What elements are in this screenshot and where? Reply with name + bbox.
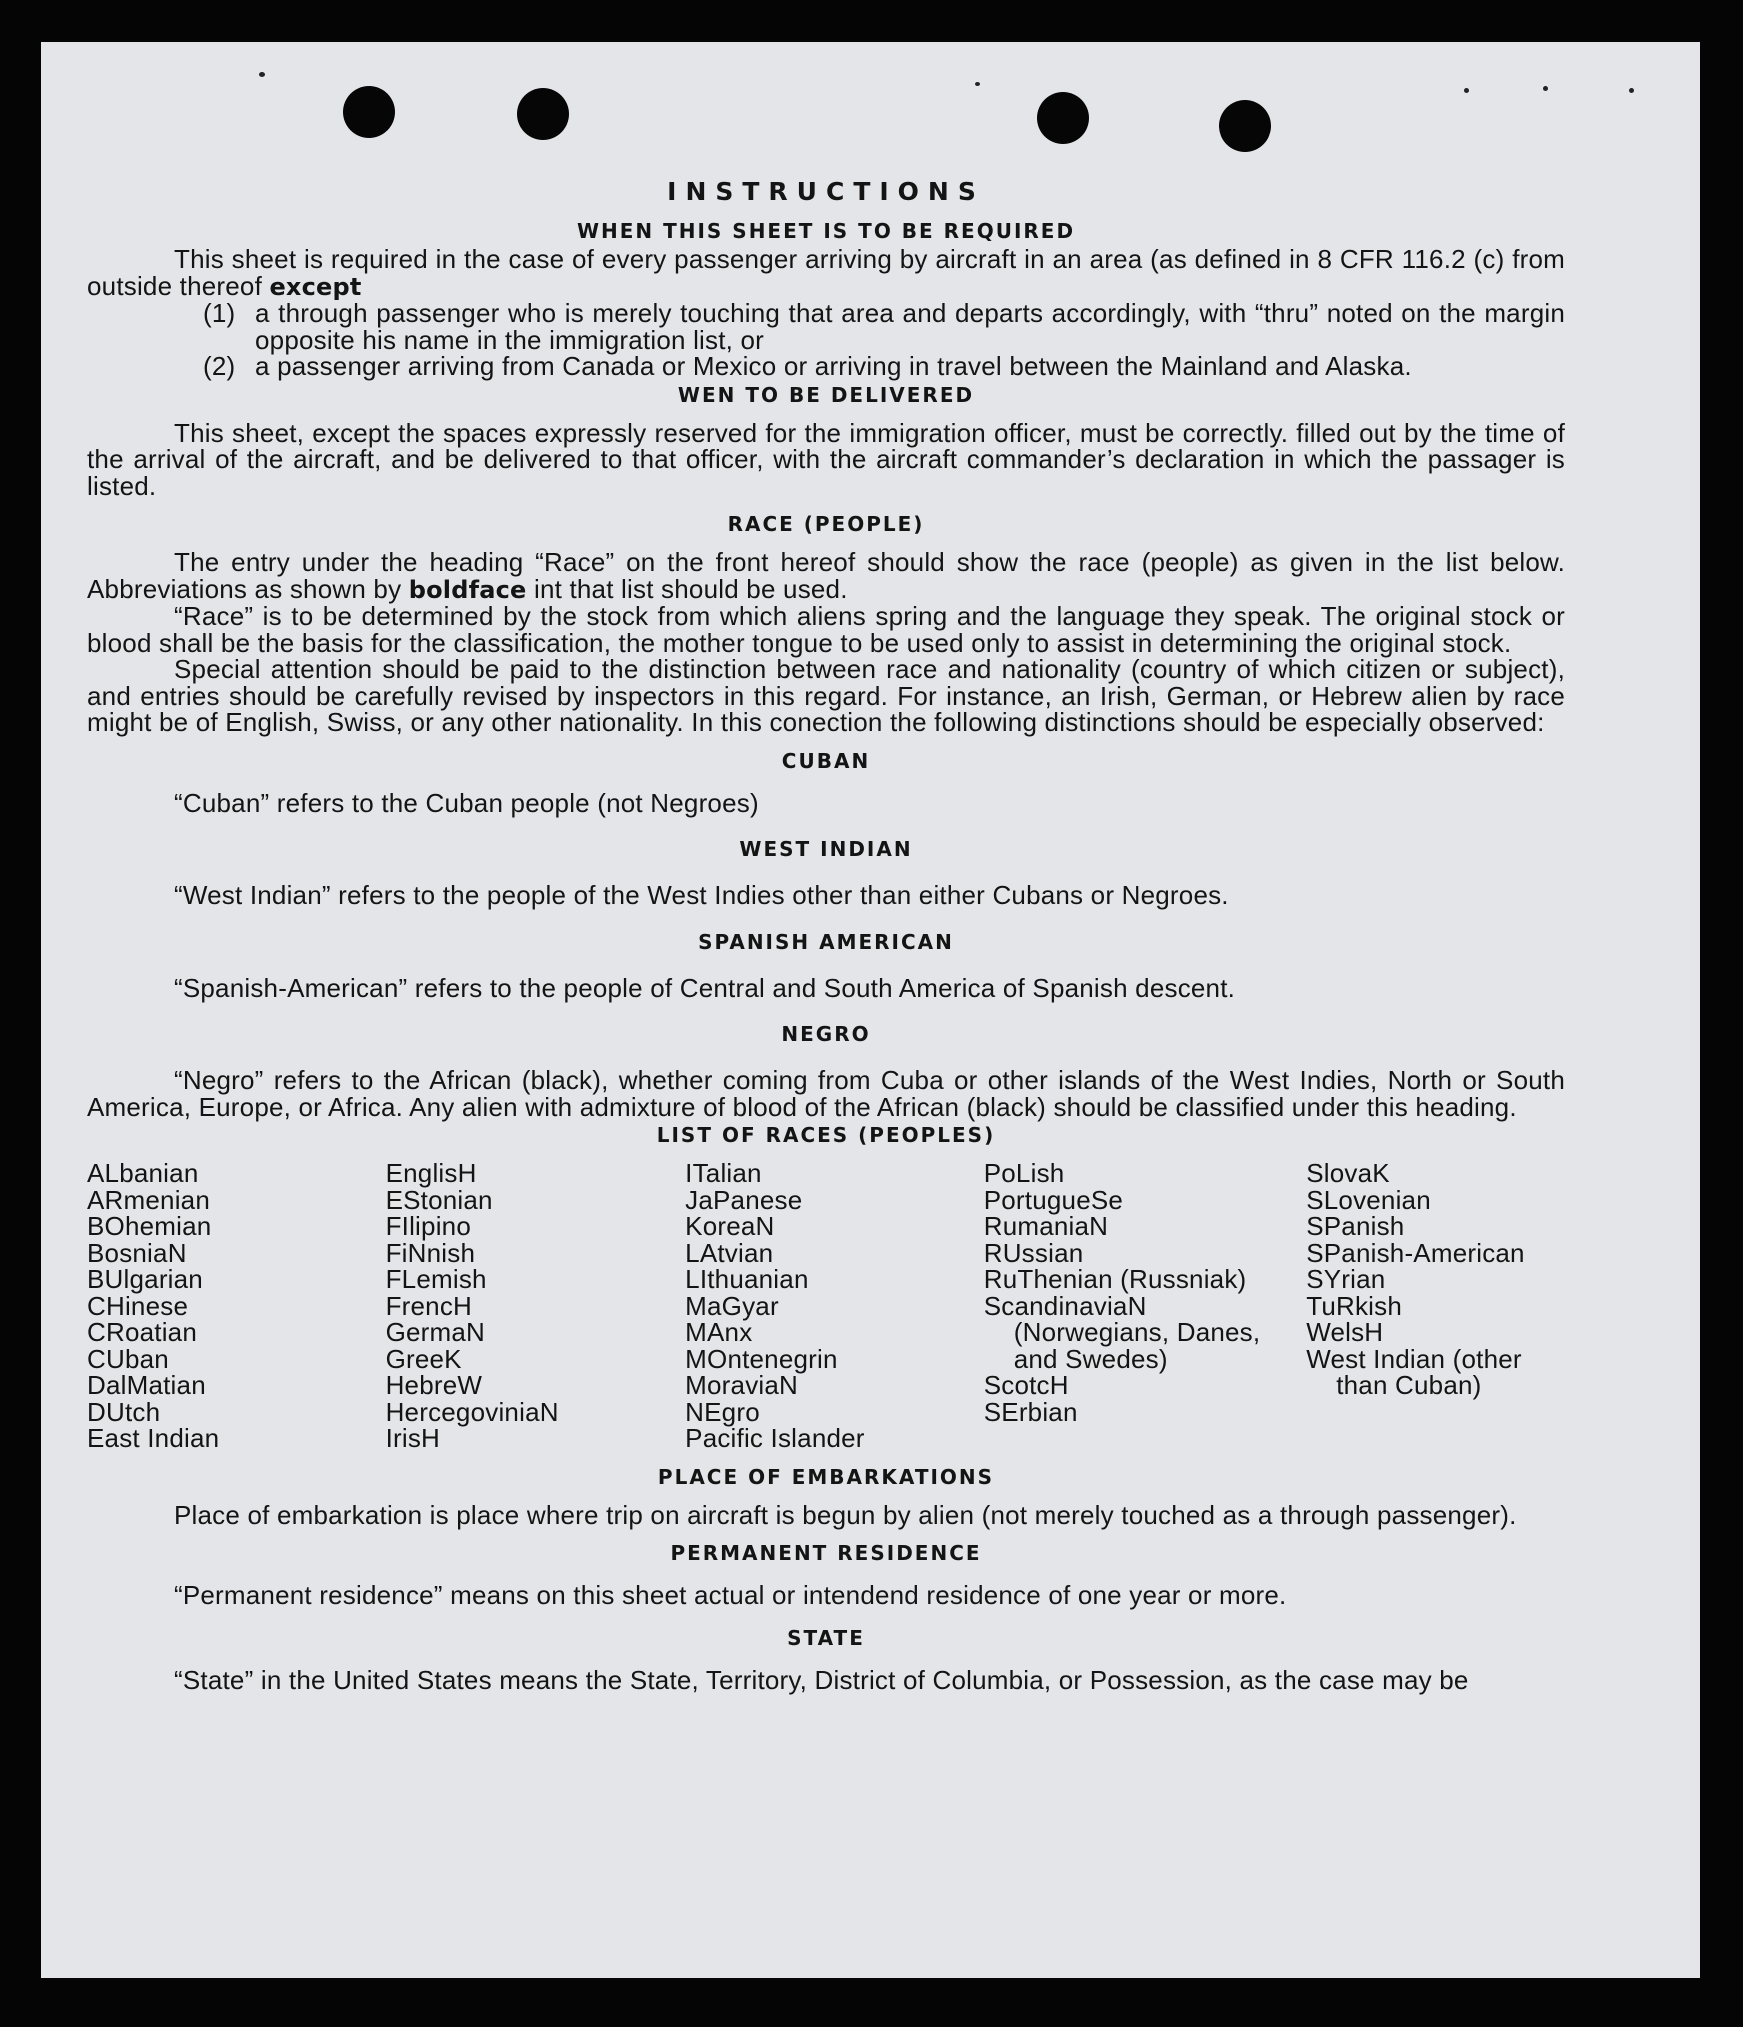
permanent-residence-text: “Permanent residence” means on this sheet actual or intendend residence of one year or more. bbox=[174, 1580, 1287, 1610]
document-page bbox=[41, 42, 1700, 1978]
race-item: MaGyar bbox=[685, 1290, 779, 1321]
speck bbox=[975, 82, 980, 86]
race-item: NEgro bbox=[685, 1396, 760, 1427]
instructions-body bbox=[87, 176, 1565, 1693]
race-item: GermaN bbox=[385, 1317, 486, 1347]
race-item: DUtch bbox=[87, 1396, 161, 1427]
item-number: (2) bbox=[203, 351, 236, 381]
race-item: BOhemian bbox=[87, 1211, 212, 1241]
negro-text: “Negro” refers to the African (black), whether coming from Cuba or other islands of the West Indies, North or South America, Europe, or Africa. Any alien with admixture of blood of the African (black) should be classified under this heading. bbox=[87, 1065, 1565, 1122]
race-item: PortugueSe bbox=[983, 1184, 1124, 1215]
list-item bbox=[203, 300, 1565, 353]
races-column bbox=[386, 1160, 686, 1452]
race-item: RUssian bbox=[983, 1237, 1084, 1268]
race-item: JaPanese bbox=[685, 1184, 803, 1215]
race-item: SLovenian bbox=[1306, 1184, 1431, 1215]
race-item: FLemish bbox=[385, 1264, 487, 1294]
race-item: CRoatian bbox=[87, 1317, 197, 1347]
race-item: DalMatian bbox=[87, 1370, 206, 1400]
negro-heading: NEGRO bbox=[781, 1022, 871, 1046]
race-item: GreeK bbox=[385, 1343, 462, 1374]
race-item: SPanish bbox=[1306, 1211, 1405, 1241]
page-title: INSTRUCTIONS bbox=[667, 177, 985, 206]
speck bbox=[1543, 86, 1548, 91]
race-item: BUlgarian bbox=[87, 1264, 203, 1294]
race-heading: RACE (PEOPLE) bbox=[727, 512, 925, 536]
race-item: RumaniaN bbox=[983, 1211, 1109, 1241]
race-item: MAnx bbox=[685, 1317, 753, 1347]
race-item: PoLish bbox=[983, 1158, 1065, 1188]
boldface-bold-text: boldface bbox=[408, 575, 527, 604]
cuban-heading: CUBAN bbox=[781, 748, 871, 773]
item-text: a passenger arriving from Canada or Mexico or arriving in travel between the Mainland and Alaska. bbox=[255, 351, 1412, 381]
spanish-american-heading: SPANISH AMERICAN bbox=[698, 929, 954, 954]
item-number: (1) bbox=[203, 298, 236, 328]
cuban-text: “Cuban” refers to the Cuban people (not Negroes) bbox=[174, 787, 759, 818]
speck bbox=[259, 72, 265, 77]
punch-hole bbox=[517, 88, 569, 140]
list-item bbox=[203, 353, 1565, 380]
embarkation-heading: PLACE OF EMBARKATIONS bbox=[657, 1464, 995, 1489]
race-item: LAtvian bbox=[685, 1237, 774, 1268]
race-paragraph-2: “Race” is to be determined by the stock from which aliens spring and the language they speak. The original stock or blood shall be the basis for the classification, the mother tongue to be used only to assist in determining the original stock. bbox=[87, 601, 1565, 658]
races-column bbox=[87, 1160, 386, 1452]
punch-hole bbox=[1219, 100, 1271, 152]
when-required-intro-text: This sheet is required in the case of every passenger arriving by aircraft in an area (as defined in 8 CFR 116.2 (c) from outside thereof bbox=[87, 244, 1565, 301]
race-item: West Indian (other than Cuban) bbox=[1306, 1343, 1522, 1400]
races-column bbox=[1306, 1160, 1565, 1452]
race-item: CHinese bbox=[87, 1290, 189, 1321]
west-indian-text: “West Indian” refers to the people of the West Indies other than either Cubans or Negroes. bbox=[174, 880, 1229, 910]
race-item: MOntenegrin bbox=[685, 1343, 838, 1374]
punch-hole bbox=[1037, 92, 1089, 144]
exception-list bbox=[203, 300, 1565, 380]
race-item: SlovaK bbox=[1306, 1158, 1390, 1188]
race-item: ALbanian bbox=[87, 1158, 199, 1188]
race-item: RuThenian (Russniak) bbox=[983, 1264, 1247, 1294]
race-item: EStonian bbox=[385, 1184, 493, 1215]
race-item: IrisH bbox=[385, 1423, 441, 1453]
race-item: HebreW bbox=[385, 1370, 483, 1400]
race-p1-text: The entry under the heading “Race” on the front hereof should show the race (people) as given in the list below. Abbreviations as shown by bbox=[87, 547, 1565, 604]
embarkation-text: Place of embarkation is place where trip on aircraft is begun by alien (not merely touched as a through passenger). bbox=[174, 1499, 1517, 1530]
race-item: SPanish-American bbox=[1306, 1237, 1525, 1268]
race-item: BosniaN bbox=[87, 1237, 187, 1268]
state-heading: STATE bbox=[787, 1625, 865, 1650]
race-item: East Indian bbox=[87, 1423, 220, 1453]
race-p1-tail: int that list should be used. bbox=[526, 573, 848, 604]
races-column bbox=[984, 1160, 1306, 1452]
punch-hole bbox=[343, 86, 395, 138]
race-item: LIthuanian bbox=[685, 1264, 809, 1294]
race-item: ScandinaviaN (Norwegians, Danes, and Swedes) bbox=[983, 1290, 1261, 1374]
when-required-intro bbox=[87, 246, 1565, 300]
when-delivered-text: This sheet, except the spaces expressly reserved for the immigration officer, must be correctly. filled out by the time of the arrival of the aircraft, and be delivered to that officer, with the aircraft commander’s declaration in which the passager is listed. bbox=[87, 417, 1565, 501]
permanent-residence-heading: PERMANENT RESIDENCE bbox=[670, 1541, 982, 1565]
race-item: ARmenian bbox=[87, 1184, 210, 1215]
state-text: “State” in the United States means the State, Territory, District of Columbia, or Possession, as the case may be bbox=[174, 1664, 1469, 1695]
race-item: SYrian bbox=[1306, 1264, 1386, 1294]
race-item: EnglisH bbox=[385, 1158, 477, 1188]
item-text: a through passenger who is merely touching that area and departs accordingly, with “thru” noted on the margin opposite his name in the immigration list, or bbox=[255, 298, 1565, 355]
speck bbox=[1629, 88, 1634, 93]
races-list bbox=[87, 1160, 1565, 1452]
race-paragraph-3: Special attention should be paid to the distinction between race and nationality (country of which citizen or subject), and entries should be carefully revised by inspectors in this regard. For instance, an Irish, German, or Hebrew alien by race might be of English, Swiss, or any other nationality. In this conection the following distinctions should be especially observed: bbox=[87, 654, 1565, 737]
list-of-races-heading: LIST OF RACES (PEOPLES) bbox=[656, 1123, 996, 1147]
race-item: ITalian bbox=[685, 1158, 762, 1188]
when-required-heading: WHEN THIS SHEET IS TO BE REQUIRED bbox=[576, 219, 1076, 243]
races-column bbox=[685, 1160, 984, 1452]
speck bbox=[1464, 88, 1469, 93]
race-item: TuRkish bbox=[1306, 1290, 1402, 1321]
west-indian-heading: WEST INDIAN bbox=[739, 837, 913, 861]
when-delivered-heading: WEN TO BE DELIVERED bbox=[677, 382, 975, 407]
race-paragraph-1 bbox=[87, 549, 1565, 603]
race-item: WelsH bbox=[1306, 1317, 1384, 1347]
race-item: FiNnish bbox=[385, 1237, 476, 1268]
race-item: KoreaN bbox=[685, 1211, 775, 1241]
race-item: SErbian bbox=[983, 1396, 1078, 1427]
race-item: FIlipino bbox=[385, 1211, 471, 1241]
except-bold-text: except bbox=[269, 272, 362, 301]
race-item: FrencH bbox=[385, 1290, 473, 1321]
race-item: Pacific Islander bbox=[685, 1423, 865, 1453]
race-item: HercegoviniaN bbox=[385, 1396, 559, 1427]
race-item: MoraviaN bbox=[685, 1370, 799, 1400]
race-item: ScotcH bbox=[983, 1370, 1069, 1400]
race-item: CUban bbox=[87, 1343, 169, 1374]
spanish-american-text: “Spanish-American” refers to the people of Central and South America of Spanish descent. bbox=[174, 972, 1236, 1003]
